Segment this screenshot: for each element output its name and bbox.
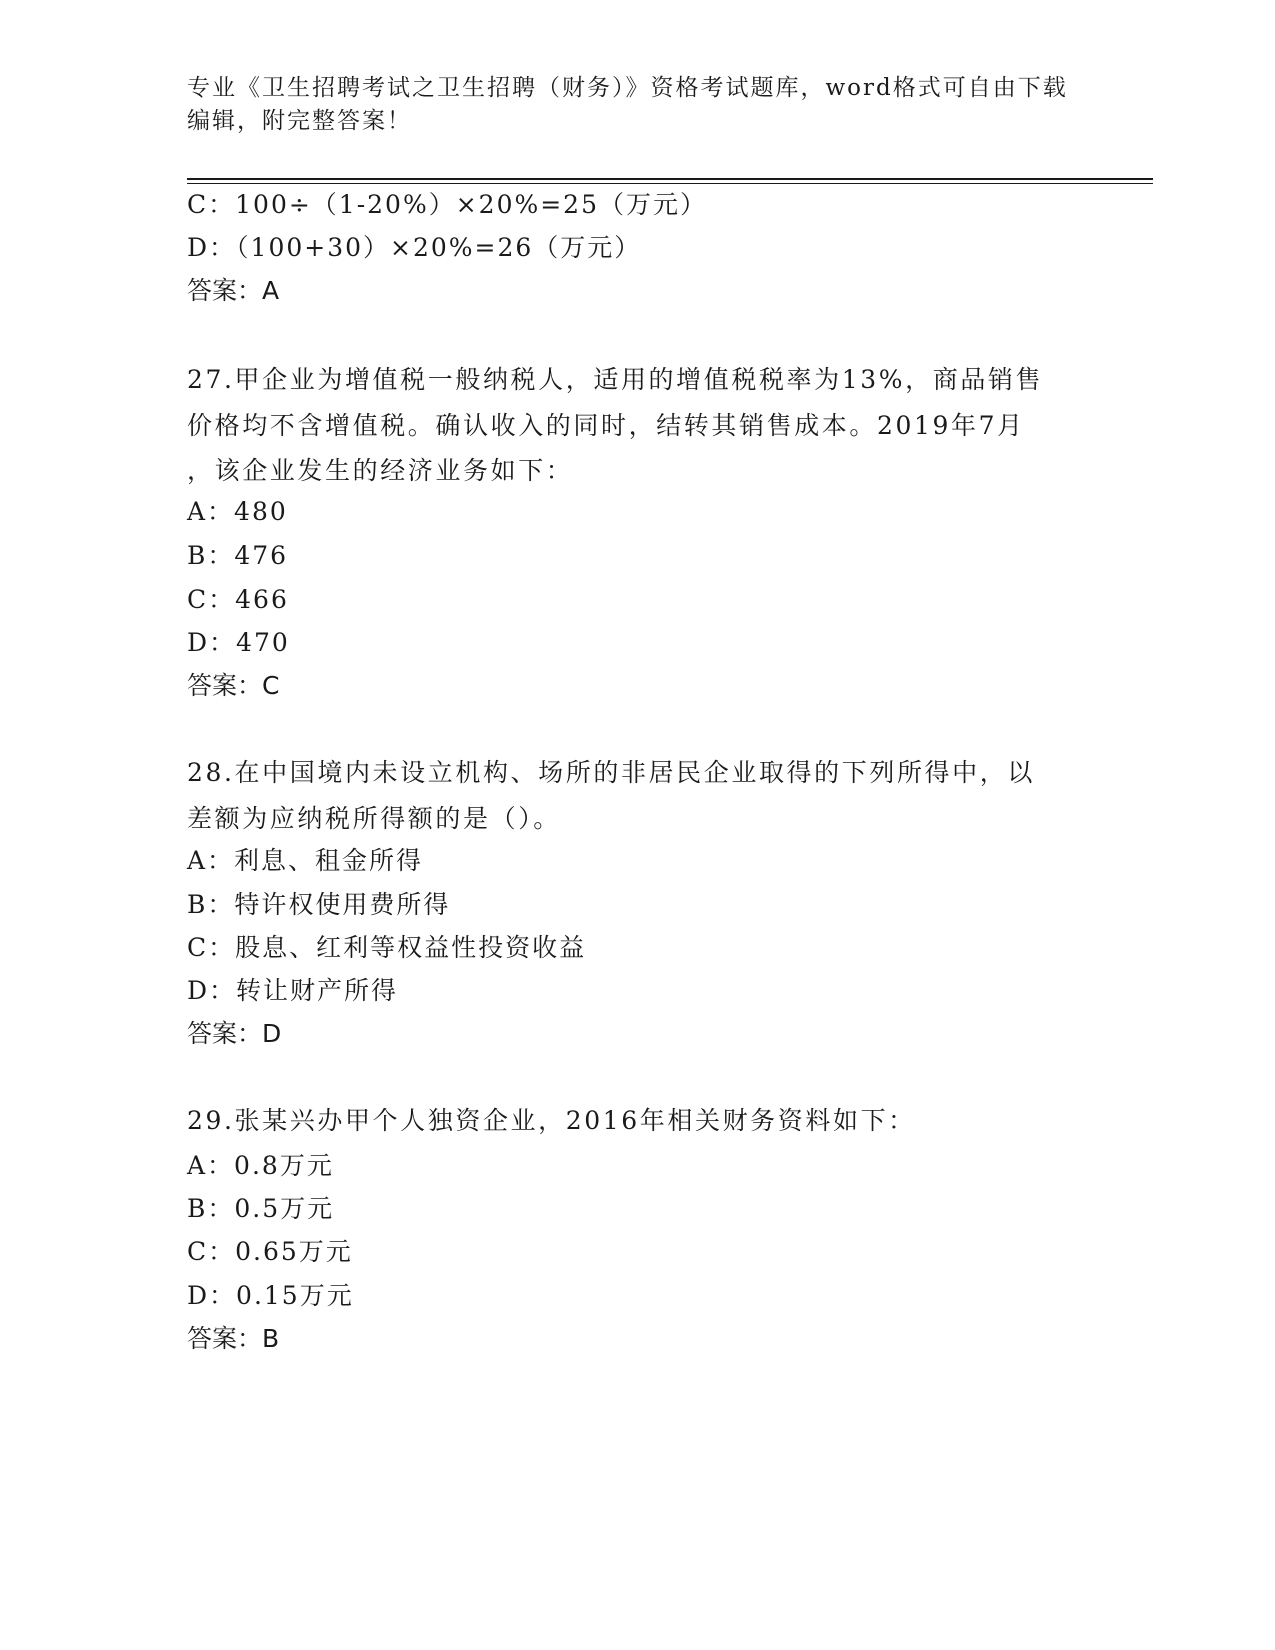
- document-header: [187, 72, 1087, 138]
- header-title-line-1: 专业《卫生招聘考试之卫生招聘（财务）》资格考试题库，word格式可自由下载: [187, 75, 1068, 101]
- question-stem-line: 差额为应纳税所得额的是（）。: [187, 803, 561, 833]
- answer-line: 答案：C: [187, 671, 280, 700]
- header-divider-thin: [187, 183, 1153, 184]
- question-27-stem: [187, 357, 1067, 494]
- question-28-stem: [187, 750, 1067, 841]
- option-d: D：0.15万元: [187, 1281, 354, 1310]
- header-divider-thick: [187, 178, 1153, 180]
- answer-line: 答案：A: [187, 276, 280, 305]
- question-stem-line: 价格均不含增值税。确认收入的同时，结转其销售成本。2019年7月: [187, 410, 1025, 440]
- option-c: C：100÷（1-20%）×20%=25（万元）: [187, 190, 707, 219]
- option-d: D：（100+30）×20%=26（万元）: [187, 233, 642, 262]
- question-stem-line: 28.在中国境内未设立机构、场所的非居民企业取得的下列所得中，以: [187, 758, 1035, 787]
- option-d: D：470: [187, 628, 290, 657]
- question-29-stem: [187, 1098, 1067, 1144]
- option-c: C：股息、红利等权益性投资收益: [187, 933, 587, 962]
- answer-line: 答案：D: [187, 1019, 282, 1048]
- question-stem-line: 29.张某兴办甲个人独资企业，2016年相关财务资料如下：: [187, 1106, 916, 1135]
- option-c: C：0.65万元: [187, 1237, 353, 1266]
- option-a: A：利息、租金所得: [187, 846, 424, 875]
- question-stem-line: 27.甲企业为增值税一般纳税人，适用的增值税税率为13%，商品销售: [187, 365, 1044, 394]
- header-title-line-2: 编辑，附完整答案！: [187, 108, 412, 134]
- option-d: D：转让财产所得: [187, 976, 399, 1005]
- question-stem-line: ，该企业发生的经济业务如下：: [187, 456, 574, 485]
- option-b: B：0.5万元: [187, 1194, 335, 1223]
- option-a: A：480: [187, 497, 288, 526]
- option-b: B：476: [187, 541, 289, 570]
- option-c: C：466: [187, 585, 289, 614]
- option-b: B：特许权使用费所得: [187, 890, 451, 919]
- option-a: A：0.8万元: [187, 1151, 334, 1180]
- answer-line: 答案：B: [187, 1324, 280, 1353]
